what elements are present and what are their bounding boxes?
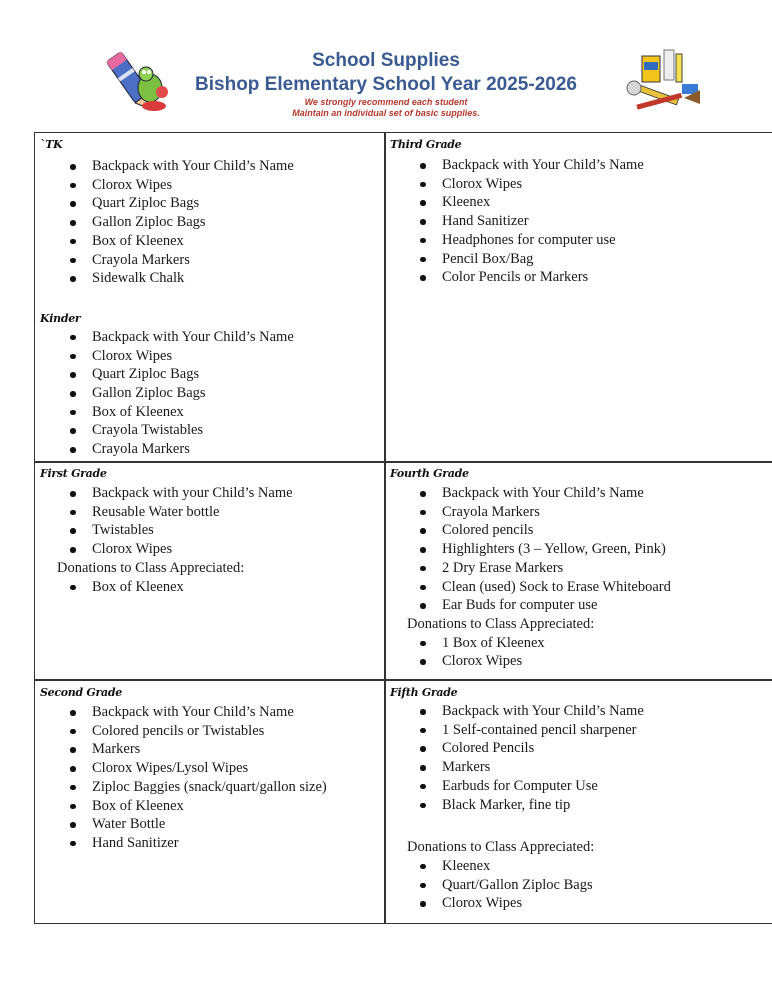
list-item: Clorox Wipes/Lysol Wipes [40,759,380,778]
list-item: Gallon Ziploc Bags [40,213,380,232]
list-item: Clorox Wipes [390,652,770,671]
page-title: School Supplies [312,50,460,71]
list-item: Crayola Markers [40,251,380,270]
donation-list-fifth [390,857,770,913]
cell-fourth-grade [390,465,770,671]
list-item: Kleenex [390,193,770,212]
list-item: Backpack with Your Child’s Name [390,702,770,721]
cell-tk-kinder [40,136,380,459]
row-divider-1 [34,461,772,463]
supply-list-fourth [390,484,770,615]
donations-label-first: Donations to Class Appreciated: [57,559,245,576]
list-item: Clorox Wipes [40,176,380,195]
list-item: Pencil Box/Bag [390,250,770,269]
page-header [0,0,772,130]
list-item: Headphones for computer use [390,231,770,250]
list-item: Crayola Twistables [40,421,380,440]
list-item: Backpack with your Child’s Name [40,484,380,503]
list-item: Kleenex [390,857,770,876]
supply-list-second [40,703,380,853]
list-item: Clean (used) Sock to Erase Whiteboard [390,578,770,597]
grade-heading-tk: `TK [40,138,63,151]
list-item: Markers [390,758,770,777]
list-item: Clorox Wipes [390,175,770,194]
grade-heading-kinder: Kinder [40,311,81,325]
list-item: Clorox Wipes [40,347,380,366]
supply-list-third [390,156,770,287]
cell-second-grade [40,684,380,853]
school-supplies-illustration [622,48,702,112]
list-item: Black Marker, fine tip [390,796,770,815]
supply-list-kinder [40,328,380,459]
list-item: Crayola Markers [390,503,770,522]
list-item: Backpack with Your Child’s Name [40,157,380,176]
list-item: Hand Sanitizer [390,212,770,231]
list-item: Box of Kleenex [40,403,380,422]
list-item: Quart Ziploc Bags [40,365,380,384]
recommendation-line-1: We strongly recommend each student [304,97,468,107]
cell-first-grade [40,465,380,596]
donation-list-fourth [390,634,770,671]
list-item: Highlighters (3 – Yellow, Green, Pink) [390,540,770,559]
supply-list-fifth [390,702,770,814]
list-item: Clorox Wipes [390,894,770,913]
list-item: Clorox Wipes [40,540,380,559]
cell-third-grade [390,136,770,287]
list-item: Crayola Markers [40,440,380,459]
list-item: Backpack with Your Child’s Name [390,484,770,503]
list-item: Gallon Ziploc Bags [40,384,380,403]
list-item: Color Pencils or Markers [390,268,770,287]
cell-fifth-grade [390,684,770,913]
list-item: Water Bottle [40,815,380,834]
list-item: Quart/Gallon Ziploc Bags [390,876,770,895]
recommendation-line-2: Maintain an individual set of basic supplies. [292,108,480,118]
list-item: 1 Self-contained pencil sharpener [390,721,770,740]
list-item: 2 Dry Erase Markers [390,559,770,578]
column-divider [384,132,386,924]
list-item: Box of Kleenex [40,578,380,597]
list-item: Backpack with Your Child’s Name [40,703,380,722]
grade-heading-first: First Grade [40,467,107,480]
list-item: Ear Buds for computer use [390,596,770,615]
list-item: Colored pencils or Twistables [40,722,380,741]
list-item: Backpack with Your Child’s Name [40,328,380,347]
list-item: Quart Ziploc Bags [40,194,380,213]
grade-heading-second: Second Grade [40,686,122,699]
list-item: Colored Pencils [390,739,770,758]
grade-heading-fifth: Fifth Grade [390,686,458,699]
donations-label-fifth: Donations to Class Appreciated: [407,839,595,856]
list-item: Earbuds for Computer Use [390,777,770,796]
supply-list-first [40,484,380,559]
list-item: Hand Sanitizer [40,834,380,853]
list-item: Box of Kleenex [40,232,380,251]
list-item: Box of Kleenex [40,797,380,816]
supply-list-tk [40,157,380,288]
list-item: Colored pencils [390,521,770,540]
page-subtitle: Bishop Elementary School Year 2025-2026 [195,74,577,95]
list-item: Sidewalk Chalk [40,269,380,288]
donations-label-fourth: Donations to Class Appreciated: [407,615,595,632]
list-item: Twistables [40,521,380,540]
row-divider-2 [34,679,772,681]
donation-list-first [40,578,380,597]
grade-heading-third: Third Grade [390,138,462,151]
list-item: Backpack with Your Child’s Name [390,156,770,175]
list-item: 1 Box of Kleenex [390,634,770,653]
list-item: Ziploc Baggies (snack/quart/gallon size) [40,778,380,797]
list-item: Reusable Water bottle [40,503,380,522]
list-item: Markers [40,740,380,759]
grade-heading-fourth: Fourth Grade [390,467,469,480]
